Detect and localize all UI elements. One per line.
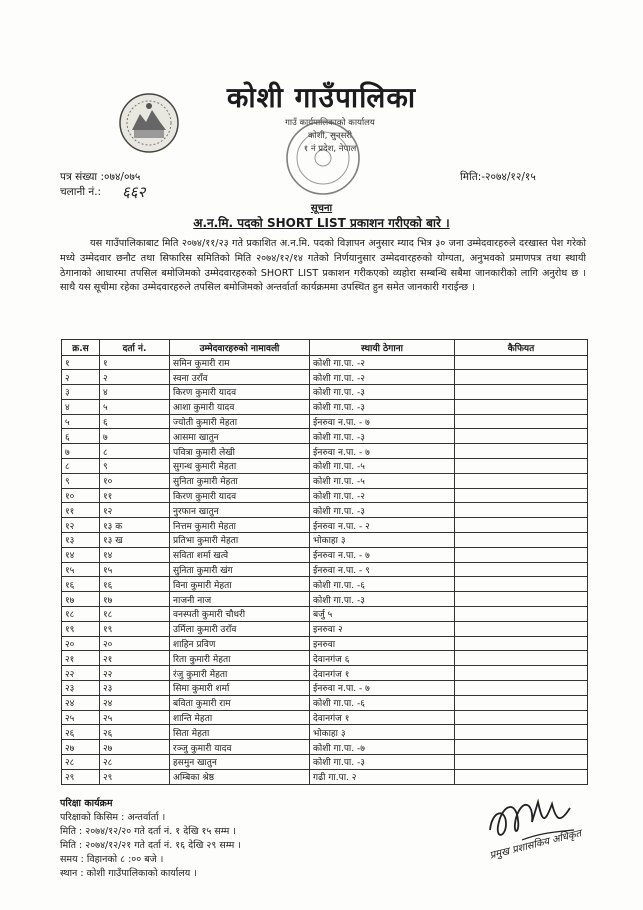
cell-remarks xyxy=(455,740,588,755)
cell-serial: १९ xyxy=(62,621,100,636)
table-body xyxy=(62,355,588,784)
exam-schedule xyxy=(60,797,241,881)
cell-remarks xyxy=(455,592,588,607)
organization-name: कोशी गाउँपालिका xyxy=(226,81,417,114)
cell-remarks xyxy=(455,666,588,681)
cell-candidate-name: विना कुमारी मेहता xyxy=(170,577,310,592)
cell-permanent-address: कोशी गा.पा. -५ xyxy=(310,459,455,474)
cell-serial: १८ xyxy=(62,607,100,622)
cell-permanent-address: भोकाहा ३ xyxy=(310,533,455,548)
cell-serial: २ xyxy=(62,370,100,385)
cell-serial: २० xyxy=(62,636,100,651)
office-line-3: १ नं प्रदेश, नेपाल xyxy=(303,144,357,154)
cell-registration-no: १६ xyxy=(100,577,170,592)
cell-serial: ६ xyxy=(62,429,100,444)
cell-remarks xyxy=(455,518,588,533)
cell-candidate-name: किरण कुमारी यादव xyxy=(170,488,310,503)
cell-permanent-address: भोकाहा ३ xyxy=(310,725,455,740)
cell-serial: ११ xyxy=(62,503,100,518)
exam-time: समय : विहानको ८ :०० बजे । xyxy=(60,854,164,865)
cell-serial: २५ xyxy=(62,710,100,725)
cell-candidate-name: नाजनी नाज xyxy=(170,592,310,607)
cell-permanent-address: कोशी गा.पा. -६ xyxy=(310,695,455,710)
table-row xyxy=(62,621,588,636)
table-row xyxy=(62,666,588,681)
cell-permanent-address: ईनरुवा न.पा. - ७ xyxy=(310,547,455,562)
cell-remarks xyxy=(455,621,588,636)
cell-permanent-address: देवानगंज ६ xyxy=(310,651,455,666)
cell-registration-no: १८ xyxy=(100,607,170,622)
cell-permanent-address: कोशी गा.पा. -३ xyxy=(310,385,455,400)
cell-remarks xyxy=(455,503,588,518)
cell-serial: १७ xyxy=(62,592,100,607)
cell-candidate-name: पवित्रा कुमारी लेखी xyxy=(170,444,310,459)
cell-serial: ७ xyxy=(62,444,100,459)
cell-permanent-address: इनरुवा xyxy=(310,636,455,651)
cell-permanent-address: कोशी गा.पा. -२ xyxy=(310,355,455,370)
cell-serial: १६ xyxy=(62,577,100,592)
cell-remarks xyxy=(455,385,588,400)
cell-permanent-address: गढी गा.पा. २ xyxy=(310,769,455,784)
table-row xyxy=(62,518,588,533)
cell-remarks xyxy=(455,429,588,444)
table-row xyxy=(62,533,588,548)
cell-registration-no: १० xyxy=(100,473,170,488)
cell-remarks xyxy=(455,355,588,370)
cell-candidate-name: आशा कुमारी यादव xyxy=(170,399,310,414)
table-row xyxy=(62,473,588,488)
cell-registration-no: १७ xyxy=(100,592,170,607)
cell-candidate-name: उर्मिला कुमारी उराँव xyxy=(170,621,310,636)
cell-registration-no: १ xyxy=(100,355,170,370)
notice-heading: सूचना xyxy=(310,203,333,214)
cell-registration-no: १३ क xyxy=(100,518,170,533)
cell-remarks xyxy=(455,710,588,725)
cell-serial: १ xyxy=(62,355,100,370)
signatory-designation: प्रमुख प्रशासकिय अधिकृत xyxy=(488,828,583,862)
cell-permanent-address: इनरुवा २ xyxy=(310,621,455,636)
notice-subject: अ.न.मि. पदको SHORT LIST प्रकाशन गरीएको बारे । xyxy=(193,216,450,230)
table-row xyxy=(62,385,588,400)
table-row xyxy=(62,414,588,429)
cell-registration-no: ५ xyxy=(100,399,170,414)
cell-permanent-address: कोशी गा.पा. -२ xyxy=(310,488,455,503)
cell-candidate-name: किरण कुमारी यादव xyxy=(170,385,310,400)
cell-registration-no: २१ xyxy=(100,651,170,666)
cell-remarks xyxy=(455,725,588,740)
notice-body: यस गाउँपालिकाबाट मिति २०७४/११/२३ गते प्रकाशित अ.न.मि. पदको विज्ञापन अनुसार म्याद भित्र ३० जना उम्मेदवारहरुले दरखास्त पेश गरेको मध्ये उम्मेदवार छनौट तथा सिफारिस समितिको मिति २०७४/१२/१४ गतेको निर्णयानुसार उम्मेदवारहरुको योग्यता, अनुभवको प्रमाणपत्र तथा स्थायी ठेगानाको आधारमा तपसिल बमोजिमको उम्मेदवारहरुको SHORT LIST प्रकाशन गरीकएको व्यहोरा सम्बन्धि सबैमा जानकारीको लागि अनुरोध छ । साथै यस सूचीमा रहेका उम्मेदवारहरुले तपसिल बमोजिमको अन्तर्वार्ता कार्यक्रममा उपस्थित हुन समेत जानकारी गराईन्छ । xyxy=(60,238,586,294)
cell-permanent-address: ईनरुवा न.पा. - ७ xyxy=(310,414,455,429)
header-permanent-address: स्थायी ठेगाना xyxy=(310,340,455,356)
cell-remarks xyxy=(455,547,588,562)
cell-remarks xyxy=(455,370,588,385)
cell-registration-no: ४ xyxy=(100,385,170,400)
reference-number: पत्र संख्या :०७४/०७५ xyxy=(60,171,141,183)
cell-candidate-name: सुनिता कुमारी मेहता xyxy=(170,473,310,488)
table-row xyxy=(62,725,588,740)
cell-remarks xyxy=(455,414,588,429)
cell-registration-no: १३ ख xyxy=(100,533,170,548)
cell-serial: २७ xyxy=(62,740,100,755)
office-line-1: गाउँ कार्यपालिकाको कार्यालय xyxy=(285,118,375,128)
cell-remarks xyxy=(455,577,588,592)
cell-permanent-address: कोशी गा.पा. -३ xyxy=(310,503,455,518)
cell-remarks xyxy=(455,444,588,459)
cell-candidate-name: सुगन्ध कुमारी मेहता xyxy=(170,459,310,474)
exam-schedule-title: परिक्षा कार्यक्रम xyxy=(60,798,113,809)
table-row xyxy=(62,651,588,666)
cell-candidate-name: समिन कुमारी राम xyxy=(170,355,310,370)
exam-venue: स्थान : कोशी गाउँपालिकाको कार्यालय । xyxy=(60,868,197,879)
cell-candidate-name: सुनिता कुमारी खंग xyxy=(170,562,310,577)
table-row xyxy=(62,459,588,474)
cell-registration-no: २४ xyxy=(100,695,170,710)
cell-serial: ४ xyxy=(62,399,100,414)
cell-candidate-name: ज्योती कुमारी मेहता xyxy=(170,414,310,429)
cell-candidate-name: स्वना उराँव xyxy=(170,370,310,385)
cell-permanent-address: ईनरुवा न.पा. - २ xyxy=(310,518,455,533)
cell-remarks xyxy=(455,533,588,548)
cell-registration-no: १२ xyxy=(100,503,170,518)
cell-candidate-name: वनस्पती कुमारी चौधरी xyxy=(170,607,310,622)
table-row xyxy=(62,755,588,770)
header-registration-no: दर्ता नं. xyxy=(100,340,170,356)
cell-candidate-name: सिता मेहता xyxy=(170,725,310,740)
cell-registration-no: ८ xyxy=(100,444,170,459)
header-remarks: कैफियत xyxy=(455,340,588,356)
cell-remarks xyxy=(455,769,588,784)
cell-registration-no: २६ xyxy=(100,725,170,740)
cell-remarks xyxy=(455,562,588,577)
header-serial: क्र.स xyxy=(62,340,100,356)
cell-candidate-name: रिता कुमारी मेहता xyxy=(170,651,310,666)
cell-permanent-address: कोशी गा.पा. -६ xyxy=(310,577,455,592)
cell-permanent-address: देवानगंज १ xyxy=(310,710,455,725)
cell-candidate-name: रंजु कुमारी मेहता xyxy=(170,666,310,681)
office-seal-icon xyxy=(283,118,363,198)
cell-serial: १२ xyxy=(62,518,100,533)
cell-remarks xyxy=(455,607,588,622)
shortlist-table xyxy=(61,339,588,785)
cell-serial: २९ xyxy=(62,769,100,784)
cell-permanent-address: कोशी गा.पा. -३ xyxy=(310,755,455,770)
cell-candidate-name: हसमुन खातुन xyxy=(170,755,310,770)
cell-registration-no: २५ xyxy=(100,710,170,725)
cell-permanent-address: ईनरुवा न.पा. - ९ xyxy=(310,562,455,577)
table-row xyxy=(62,429,588,444)
cell-candidate-name: शान्ति मेहता xyxy=(170,710,310,725)
table-row xyxy=(62,695,588,710)
cell-serial: १४ xyxy=(62,547,100,562)
table-row xyxy=(62,636,588,651)
cell-candidate-name: बविता कुमारी राम xyxy=(170,695,310,710)
cell-serial: ८ xyxy=(62,459,100,474)
cell-registration-no: २३ xyxy=(100,681,170,696)
cell-candidate-name: आसमा खातुन xyxy=(170,429,310,444)
exam-date-2: मिति : २०७४/१२/२१ गते दर्ता नं. १६ देखि २९ सम्म । xyxy=(60,840,241,851)
table-row xyxy=(62,607,588,622)
cell-candidate-name: शाहिन प्रविण xyxy=(170,636,310,651)
cell-registration-no: २७ xyxy=(100,740,170,755)
exam-date-1: मिति : २०७४/१२/२० गते दर्ता नं. १ देखि १५ सम्म । xyxy=(60,826,236,837)
cell-serial: २१ xyxy=(62,651,100,666)
cell-registration-no: ९ xyxy=(100,459,170,474)
cell-permanent-address: कोशी गा.पा. -३ xyxy=(310,429,455,444)
cell-registration-no: २२ xyxy=(100,666,170,681)
table-row xyxy=(62,399,588,414)
cell-remarks xyxy=(455,459,588,474)
cell-candidate-name: सविता शर्मा खत्वे xyxy=(170,547,310,562)
cell-registration-no: ६ xyxy=(100,414,170,429)
cell-permanent-address: देवानगंज १ xyxy=(310,666,455,681)
office-line-2: कोशी, सुनसरी xyxy=(307,131,352,141)
cell-serial: ३ xyxy=(62,385,100,400)
cell-serial: २३ xyxy=(62,681,100,696)
cell-candidate-name: प्रतिभा कुमारी मेहता xyxy=(170,533,310,548)
cell-candidate-name: सिमा कुमारी शर्मा xyxy=(170,681,310,696)
exam-type: परिक्षाको किसिम : अन्तर्वार्ता । xyxy=(60,812,166,823)
cell-registration-no: १९ xyxy=(100,621,170,636)
cell-serial: १५ xyxy=(62,562,100,577)
cell-permanent-address: बर्जु ५ xyxy=(310,607,455,622)
cell-candidate-name: नुरफान खातुन xyxy=(170,503,310,518)
table-row xyxy=(62,681,588,696)
table-row xyxy=(62,547,588,562)
notice-date: मिति:-२०७४/१२/१५ xyxy=(460,171,536,183)
header-candidate-name: उम्मेदवारहरुको नामावली xyxy=(170,340,310,356)
cell-remarks xyxy=(455,488,588,503)
table-row xyxy=(62,577,588,592)
cell-serial: २८ xyxy=(62,755,100,770)
table-row xyxy=(62,503,588,518)
dispatch-label: चलानी नं.: xyxy=(60,186,102,198)
cell-remarks xyxy=(455,651,588,666)
cell-registration-no: १५ xyxy=(100,562,170,577)
cell-registration-no: २८ xyxy=(100,755,170,770)
cell-remarks xyxy=(455,755,588,770)
table-row xyxy=(62,488,588,503)
cell-remarks xyxy=(455,399,588,414)
cell-registration-no: २० xyxy=(100,636,170,651)
cell-permanent-address: कोशी गा.पा. -२ xyxy=(310,370,455,385)
cell-serial: २४ xyxy=(62,695,100,710)
cell-registration-no: ७ xyxy=(100,429,170,444)
cell-permanent-address: ईनरुवा न.पा. - ७ xyxy=(310,681,455,696)
table-row xyxy=(62,740,588,755)
cell-serial: २२ xyxy=(62,666,100,681)
cell-remarks xyxy=(455,695,588,710)
table-row xyxy=(62,370,588,385)
cell-registration-no: ११ xyxy=(100,488,170,503)
cell-permanent-address: कोशी गा.पा. -५ xyxy=(310,473,455,488)
cell-permanent-address: कोशी गा.पा. -३ xyxy=(310,592,455,607)
cell-remarks xyxy=(455,681,588,696)
table-row xyxy=(62,769,588,784)
cell-serial: २६ xyxy=(62,725,100,740)
cell-remarks xyxy=(455,636,588,651)
cell-candidate-name: अम्बिका श्रेष्ठ xyxy=(170,769,310,784)
cell-permanent-address: ईनरुवा न.पा. - ७ xyxy=(310,444,455,459)
cell-candidate-name: नित्तम कुमारी मेहता xyxy=(170,518,310,533)
table-header-row xyxy=(62,340,588,356)
table-row xyxy=(62,710,588,725)
table-row xyxy=(62,592,588,607)
cell-registration-no: २९ xyxy=(100,769,170,784)
cell-serial: ५ xyxy=(62,414,100,429)
cell-serial: १३ xyxy=(62,533,100,548)
cell-candidate-name: रञ्जु कुमारी यादव xyxy=(170,740,310,755)
table-row xyxy=(62,444,588,459)
cell-remarks xyxy=(455,473,588,488)
cell-serial: ९ xyxy=(62,473,100,488)
cell-permanent-address: कोशी गा.पा. -७ xyxy=(310,740,455,755)
cell-permanent-address: कोशी गा.पा. -३ xyxy=(310,399,455,414)
table-row xyxy=(62,562,588,577)
cell-serial: १० xyxy=(62,488,100,503)
dispatch-number: ६६२ xyxy=(122,183,146,201)
table-row xyxy=(62,355,588,370)
cell-registration-no: २ xyxy=(100,370,170,385)
cell-registration-no: १४ xyxy=(100,547,170,562)
